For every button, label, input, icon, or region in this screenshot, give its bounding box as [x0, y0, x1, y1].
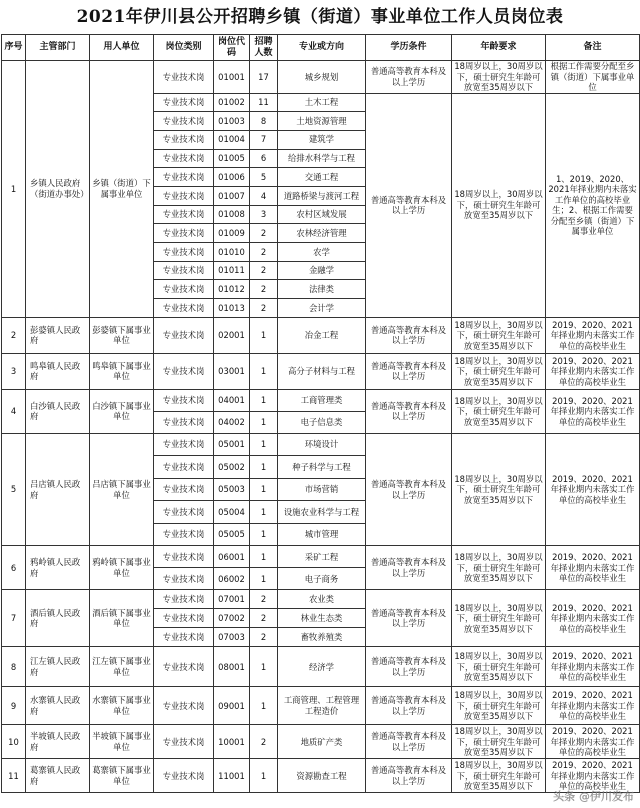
major-cell: 林业生态类	[278, 609, 366, 628]
code-cell: 02001	[214, 317, 250, 353]
watermark: 头条 @伊川发布	[553, 790, 634, 803]
category-cell: 专业技术岗	[154, 224, 214, 243]
category-cell: 专业技术岗	[154, 433, 214, 456]
major-cell: 畜牧养殖类	[278, 628, 366, 647]
header-dept: 主管部门	[26, 35, 90, 61]
category-cell: 专业技术岗	[154, 93, 214, 112]
category-cell: 专业技术岗	[154, 647, 214, 687]
unit-cell: 彭婆镇下属事业单位	[90, 317, 154, 353]
age-cell: 18周岁以上，30周岁以下，硕士研究生年龄可放宽至35周岁以下	[452, 317, 546, 353]
code-cell: 01005	[214, 149, 250, 168]
seq-cell: 11	[2, 759, 26, 793]
count-cell: 1	[250, 568, 278, 590]
note-cell: 2019、2020、2021年择业期内未落实工作单位的高校毕业生	[546, 759, 640, 793]
age-cell: 18周岁以上，30周岁以下，硕士研究生年龄可放宽至35周岁以下	[452, 590, 546, 647]
major-cell: 工商管理、工程管理工程造价	[278, 687, 366, 725]
major-cell: 高分子材料与工程	[278, 353, 366, 389]
table-row	[2, 687, 640, 725]
category-cell: 专业技术岗	[154, 628, 214, 647]
code-cell: 01013	[214, 299, 250, 318]
age-cell: 18周岁以上，30周岁以下，硕士研究生年龄可放宽至35周岁以下	[452, 687, 546, 725]
dept-cell: 鸦岭镇人民政府	[26, 546, 90, 590]
education-cell: 普通高等教育本科及以上学历	[366, 546, 452, 590]
education-cell: 普通高等教育本科及以上学历	[366, 353, 452, 389]
seq-cell: 2	[2, 317, 26, 353]
education-cell: 普通高等教育本科及以上学历	[366, 725, 452, 759]
age-cell: 18周岁以上，30周岁以下，硕士研究生年龄可放宽至35周岁以下	[452, 725, 546, 759]
major-cell: 地质矿产类	[278, 725, 366, 759]
code-cell: 01008	[214, 205, 250, 224]
count-cell: 7	[250, 130, 278, 149]
major-cell: 电子商务	[278, 568, 366, 590]
count-cell: 1	[250, 546, 278, 568]
category-cell: 专业技术岗	[154, 317, 214, 353]
note-cell: 2019、2020、2021年择业期内未落实工作单位的高校毕业生	[546, 433, 640, 546]
category-cell: 专业技术岗	[154, 61, 214, 94]
category-cell: 专业技术岗	[154, 243, 214, 262]
header-category: 岗位类别	[154, 35, 214, 61]
table-row	[2, 725, 640, 759]
major-cell: 土木工程	[278, 93, 366, 112]
seq-cell: 10	[2, 725, 26, 759]
code-cell: 07002	[214, 609, 250, 628]
category-cell: 专业技术岗	[154, 130, 214, 149]
count-cell: 17	[250, 61, 278, 94]
major-cell: 设施农业科学与工程	[278, 501, 366, 524]
count-cell: 2	[250, 243, 278, 262]
note-cell: 2019、2020、2021年择业期内未落实工作单位的高校毕业生	[546, 317, 640, 353]
code-cell: 09001	[214, 687, 250, 725]
count-cell: 11	[250, 93, 278, 112]
category-cell: 专业技术岗	[154, 478, 214, 501]
positions-table	[1, 34, 640, 793]
code-cell: 01011	[214, 261, 250, 280]
note-cell: 2019、2020、2021年择业期内未落实工作单位的高校毕业生	[546, 590, 640, 647]
education-cell: 普通高等教育本科及以上学历	[366, 687, 452, 725]
header-seq: 序号	[2, 35, 26, 61]
major-cell: 交通工程	[278, 168, 366, 187]
code-cell: 01009	[214, 224, 250, 243]
count-cell: 1	[250, 456, 278, 479]
table-row	[2, 433, 640, 456]
table-row	[2, 389, 640, 411]
count-cell: 1	[250, 478, 278, 501]
code-cell: 05001	[214, 433, 250, 456]
category-cell: 专业技术岗	[154, 523, 214, 546]
category-cell: 专业技术岗	[154, 725, 214, 759]
category-cell: 专业技术岗	[154, 546, 214, 568]
major-cell: 农业类	[278, 590, 366, 609]
count-cell: 1	[250, 389, 278, 411]
category-cell: 专业技术岗	[154, 205, 214, 224]
unit-cell: 江左镇下属事业单位	[90, 647, 154, 687]
count-cell: 1	[250, 353, 278, 389]
seq-cell: 8	[2, 647, 26, 687]
note-cell: 2019、2020、2021年择业期内未落实工作单位的高校毕业生	[546, 725, 640, 759]
count-cell: 1	[250, 759, 278, 793]
count-cell: 6	[250, 149, 278, 168]
major-cell: 城乡规划	[278, 61, 366, 94]
category-cell: 专业技术岗	[154, 501, 214, 524]
unit-cell: 半坡镇下属事业单位	[90, 725, 154, 759]
code-cell: 10001	[214, 725, 250, 759]
age-cell: 18周岁以上，30周岁以下，硕士研究生年龄可放宽至35周岁以下	[452, 647, 546, 687]
count-cell: 1	[250, 501, 278, 524]
dept-cell: 江左镇人民政府	[26, 647, 90, 687]
code-cell: 01001	[214, 61, 250, 94]
education-cell: 普通高等教育本科及以上学历	[366, 61, 452, 94]
category-cell: 专业技术岗	[154, 353, 214, 389]
code-cell: 01012	[214, 280, 250, 299]
education-cell: 普通高等教育本科及以上学历	[366, 317, 452, 353]
major-cell: 市场营销	[278, 478, 366, 501]
code-cell: 04002	[214, 411, 250, 433]
note-cell: 2019、2020、2021年择业期内未落实工作单位的高校毕业生	[546, 647, 640, 687]
table-row	[2, 647, 640, 687]
major-cell: 给排水科学与工程	[278, 149, 366, 168]
code-cell: 01010	[214, 243, 250, 262]
table-row	[2, 61, 640, 94]
dept-cell: 水寨镇人民政府	[26, 687, 90, 725]
count-cell: 2	[250, 609, 278, 628]
unit-cell: 葛寨镇下属事业单位	[90, 759, 154, 793]
major-cell: 道路桥梁与渡河工程	[278, 186, 366, 205]
seq-cell: 1	[2, 61, 26, 318]
major-cell: 法律类	[278, 280, 366, 299]
dept-cell: 彭婆镇人民政府	[26, 317, 90, 353]
age-cell: 18周岁以上，30周岁以下，硕士研究生年龄可放宽至35周岁以下	[452, 389, 546, 433]
note-cell: 2019、2020、2021年择业期内未落实工作单位的高校毕业生	[546, 353, 640, 389]
code-cell: 06002	[214, 568, 250, 590]
count-cell: 4	[250, 186, 278, 205]
unit-cell: 鸣皋镇下属事业单位	[90, 353, 154, 389]
note-cell: 根据工作需要分配至乡镇（街道）下属事业单位	[546, 61, 640, 94]
count-cell: 3	[250, 205, 278, 224]
major-cell: 农学	[278, 243, 366, 262]
education-cell: 普通高等教育本科及以上学历	[366, 433, 452, 546]
category-cell: 专业技术岗	[154, 168, 214, 187]
count-cell: 1	[250, 411, 278, 433]
category-cell: 专业技术岗	[154, 149, 214, 168]
unit-cell: 白沙镇下属事业单位	[90, 389, 154, 433]
note-cell: 1、2019、2020、2021年择业期内未落实工作单位的高校毕业生；2、根据工作需要分配至乡镇（街道）下属事业单位	[546, 93, 640, 317]
code-cell: 07003	[214, 628, 250, 647]
count-cell: 8	[250, 112, 278, 131]
unit-cell: 酒后镇下属事业单位	[90, 590, 154, 647]
unit-cell: 水寨镇下属事业单位	[90, 687, 154, 725]
major-cell: 经济学	[278, 647, 366, 687]
header-unit: 用人单位	[90, 35, 154, 61]
code-cell: 01006	[214, 168, 250, 187]
table-row	[2, 759, 640, 793]
major-cell: 城市管理	[278, 523, 366, 546]
seq-cell: 7	[2, 590, 26, 647]
count-cell: 1	[250, 317, 278, 353]
code-cell: 05004	[214, 501, 250, 524]
dept-cell: 葛寨镇人民政府	[26, 759, 90, 793]
major-cell: 金融学	[278, 261, 366, 280]
major-cell: 土地资源管理	[278, 112, 366, 131]
dept-cell: 半坡镇人民政府	[26, 725, 90, 759]
note-cell: 2019、2020、2021年择业期内未落实工作单位的高校毕业生	[546, 546, 640, 590]
dept-cell: 鸣皋镇人民政府	[26, 353, 90, 389]
count-cell: 2	[250, 628, 278, 647]
note-cell: 2019、2020、2021年择业期内未落实工作单位的高校毕业生	[546, 687, 640, 725]
major-cell: 冶金工程	[278, 317, 366, 353]
count-cell: 2	[250, 224, 278, 243]
category-cell: 专业技术岗	[154, 112, 214, 131]
major-cell: 农村区域发展	[278, 205, 366, 224]
count-cell: 1	[250, 687, 278, 725]
education-cell: 普通高等教育本科及以上学历	[366, 389, 452, 433]
seq-cell: 5	[2, 433, 26, 546]
code-cell: 01004	[214, 130, 250, 149]
header-age: 年龄要求	[452, 35, 546, 61]
category-cell: 专业技术岗	[154, 389, 214, 411]
age-cell: 18周岁以上，30周岁以下，硕士研究生年龄可放宽至35周岁以下	[452, 353, 546, 389]
education-cell: 普通高等教育本科及以上学历	[366, 759, 452, 793]
age-cell: 18周岁以上，30周岁以下，硕士研究生年龄可放宽至35周岁以下	[452, 759, 546, 793]
education-cell: 普通高等教育本科及以上学历	[366, 93, 452, 317]
count-cell: 1	[250, 523, 278, 546]
page-title: 2021年伊川县公开招聘乡镇（街道）事业单位工作人员岗位表	[76, 7, 564, 27]
category-cell: 专业技术岗	[154, 280, 214, 299]
count-cell: 2	[250, 280, 278, 299]
code-cell: 06001	[214, 546, 250, 568]
dept-cell: 乡镇人民政府（街道办事处）	[26, 61, 90, 318]
table-row	[2, 590, 640, 609]
major-cell: 建筑学	[278, 130, 366, 149]
count-cell: 1	[250, 433, 278, 456]
dept-cell: 吕店镇人民政府	[26, 433, 90, 546]
category-cell: 专业技术岗	[154, 759, 214, 793]
code-cell: 07001	[214, 590, 250, 609]
table-row	[2, 353, 640, 389]
count-cell: 2	[250, 725, 278, 759]
code-cell: 05003	[214, 478, 250, 501]
table-body	[2, 61, 640, 793]
major-cell: 工商管理类	[278, 389, 366, 411]
table-row	[2, 317, 640, 353]
age-cell: 18周岁以上，30周岁以下，硕士研究生年龄可放宽至35周岁以下	[452, 61, 546, 94]
age-cell: 18周岁以上，30周岁以下，硕士研究生年龄可放宽至35周岁以下	[452, 433, 546, 546]
count-cell: 2	[250, 299, 278, 318]
seq-cell: 9	[2, 687, 26, 725]
table-row	[2, 546, 640, 568]
unit-cell: 吕店镇下属事业单位	[90, 433, 154, 546]
code-cell: 05005	[214, 523, 250, 546]
note-cell: 2019、2020、2021年择业期内未落实工作单位的高校毕业生	[546, 389, 640, 433]
unit-cell: 乡镇（街道）下属事业单位	[90, 61, 154, 318]
count-cell: 2	[250, 590, 278, 609]
code-cell: 04001	[214, 389, 250, 411]
seq-cell: 4	[2, 389, 26, 433]
category-cell: 专业技术岗	[154, 261, 214, 280]
major-cell: 采矿工程	[278, 546, 366, 568]
category-cell: 专业技术岗	[154, 186, 214, 205]
seq-cell: 3	[2, 353, 26, 389]
count-cell: 1	[250, 647, 278, 687]
seq-cell: 6	[2, 546, 26, 590]
category-cell: 专业技术岗	[154, 568, 214, 590]
code-cell: 03001	[214, 353, 250, 389]
education-cell: 普通高等教育本科及以上学历	[366, 590, 452, 647]
code-cell: 01003	[214, 112, 250, 131]
header-row	[2, 35, 640, 61]
age-cell: 18周岁以上，30周岁以下，硕士研究生年龄可放宽至35周岁以下	[452, 93, 546, 317]
code-cell: 08001	[214, 647, 250, 687]
header-note: 备注	[546, 35, 640, 61]
unit-cell: 鸦岭镇下属事业单位	[90, 546, 154, 590]
dept-cell: 白沙镇人民政府	[26, 389, 90, 433]
header-education: 学历条件	[366, 35, 452, 61]
header-count: 招聘人数	[250, 35, 278, 61]
category-cell: 专业技术岗	[154, 456, 214, 479]
category-cell: 专业技术岗	[154, 299, 214, 318]
education-cell: 普通高等教育本科及以上学历	[366, 647, 452, 687]
count-cell: 5	[250, 168, 278, 187]
code-cell: 01002	[214, 93, 250, 112]
major-cell: 资源勘查工程	[278, 759, 366, 793]
code-cell: 01007	[214, 186, 250, 205]
header-code: 岗位代码	[214, 35, 250, 61]
major-cell: 农林经济管理	[278, 224, 366, 243]
dept-cell: 酒后镇人民政府	[26, 590, 90, 647]
category-cell: 专业技术岗	[154, 687, 214, 725]
major-cell: 种子科学与工程	[278, 456, 366, 479]
category-cell: 专业技术岗	[154, 411, 214, 433]
category-cell: 专业技术岗	[154, 609, 214, 628]
category-cell: 专业技术岗	[154, 590, 214, 609]
age-cell: 18周岁以上，30周岁以下，硕士研究生年龄可放宽至35周岁以下	[452, 546, 546, 590]
code-cell: 05002	[214, 456, 250, 479]
major-cell: 会计学	[278, 299, 366, 318]
header-major: 专业或方向	[278, 35, 366, 61]
major-cell: 环境设计	[278, 433, 366, 456]
code-cell: 11001	[214, 759, 250, 793]
major-cell: 电子信息类	[278, 411, 366, 433]
count-cell: 2	[250, 261, 278, 280]
